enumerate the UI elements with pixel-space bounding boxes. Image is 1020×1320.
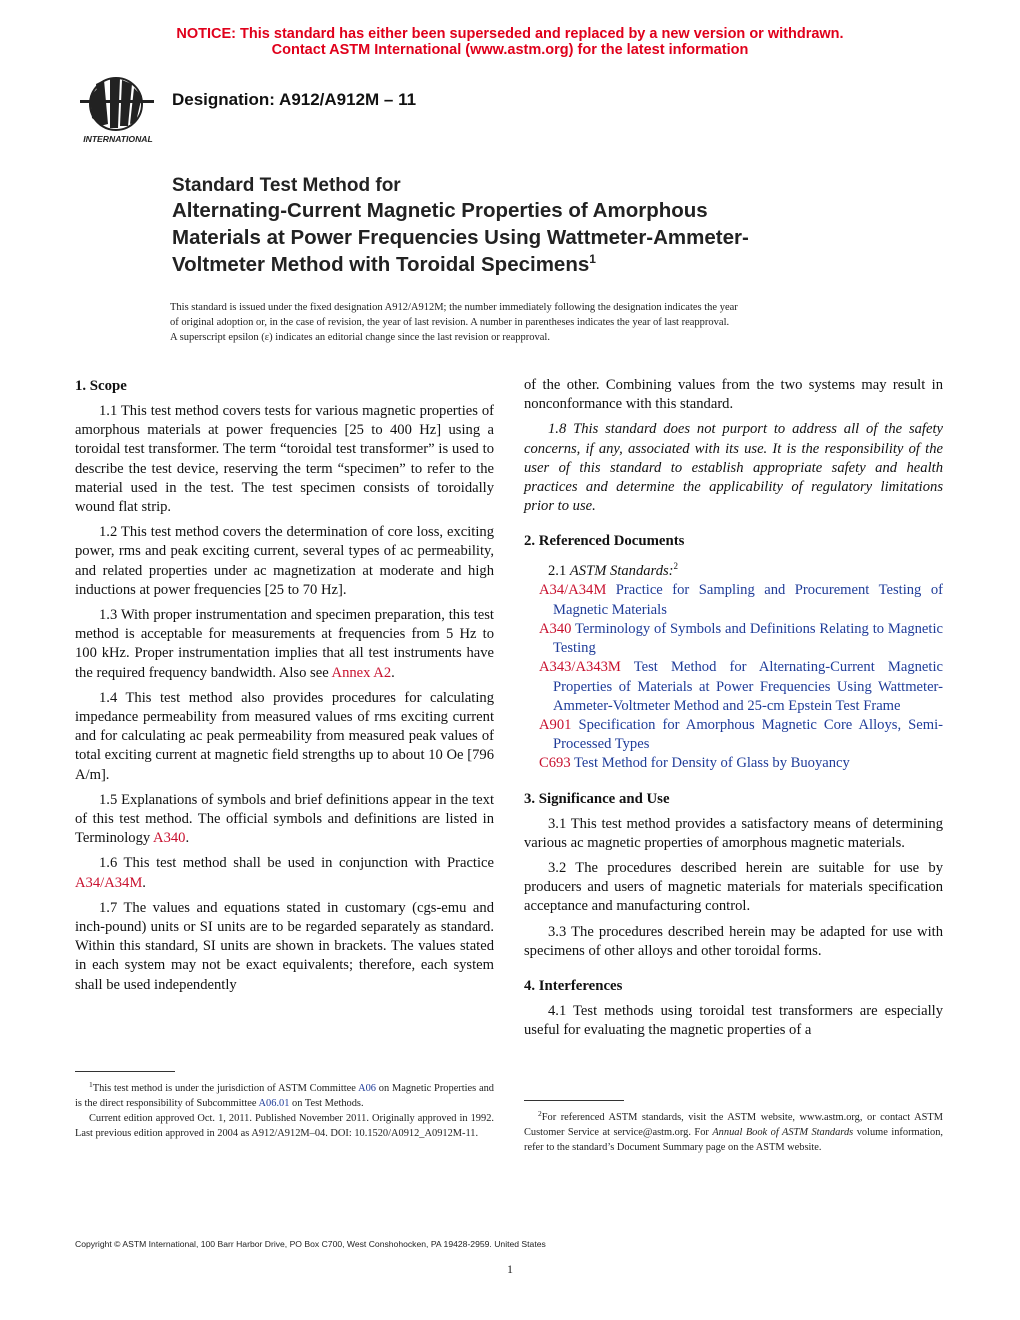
a340-link[interactable]: A340 [153, 830, 186, 847]
reference-code[interactable]: A901 [539, 716, 572, 733]
title-line-1: Alternating-Current Magnetic Properties of Amorphous [172, 199, 708, 222]
reference-item[interactable] [539, 620, 943, 658]
a34-link[interactable]: A34/A34M [75, 874, 143, 891]
paragraph-1-2: 1.2 This test method covers the determination of core loss, exciting power, rms and peak exciting current, several types of ac permeability, and related properties under ac magnetization at moderate and high inductions at power frequencies [25 to 70 Hz]. [75, 524, 494, 598]
paragraph-1-5-end: . [185, 830, 190, 847]
footnote-1 [75, 1081, 494, 1141]
reference-title[interactable]: Test Method for Density of Glass by Buoyancy [570, 755, 850, 772]
reference-code[interactable]: A343/A343M [539, 659, 621, 676]
safety-statement: 1.8 This standard does not purport to address all of the safety concerns, if any, associated with its use. It is the responsibility of the user of this standard to establish appropriate safety and health practices and determine the applicability of regulatory limitations prior to use. [524, 421, 943, 515]
footnote-1-part-a: This test method is under the jurisdiction of ASTM Committee [92, 1083, 359, 1094]
paragraph-1-8 [524, 420, 943, 516]
notice-line-1: NOTICE: This standard has either been superseded and replaced by a new version or withdrawn. [176, 26, 844, 42]
footnote-rule-right [524, 1100, 624, 1101]
paragraph-2-1-number: 2.1 [548, 563, 570, 580]
subcommittee-a0601-link[interactable]: A06.01 [258, 1098, 290, 1109]
footnote-1-mark: 1 [89, 1080, 93, 1089]
right-column [524, 376, 943, 1046]
section-heading-significance: 3. Significance and Use [524, 790, 670, 807]
issuance-line-1: This standard is issued under the fixed designation A912/A912M; the number immediately following the designation indicates the year [170, 302, 738, 313]
paragraph-2-1 [524, 557, 943, 581]
title-prefix: Standard Test Method for [172, 175, 401, 196]
paragraph-1-6-text: 1.6 This test method shall be used in conjunction with Practice [99, 855, 494, 872]
issuance-line-3: A superscript epsilon (ε) indicates an editorial change since the last revision or reapproval. [170, 332, 550, 343]
reference-item[interactable] [539, 581, 943, 619]
issuance-line-2: of original adoption or, in the case of revision, the year of last revision. A number in parentheses indicates the year of last reapproval. [170, 317, 730, 328]
footnote-2-part-a: For referenced ASTM standards, visit the ASTM website, www.astm.org, or contact ASTM Customer Service at service@astm.org. For [524, 1112, 943, 1138]
paragraph-1-5 [75, 791, 494, 849]
designation: Designation: A912/A912M – 11 [172, 90, 417, 109]
paragraph-1-6 [75, 854, 494, 892]
footnote-2-book-title: Annual Book of ASTM Standards [712, 1127, 854, 1138]
notice-line-2: Contact ASTM International (www.astm.org) for the latest information [271, 42, 749, 58]
left-column [75, 376, 494, 1001]
footnote-2-mark: 2 [673, 561, 679, 572]
paragraph-4-1: 4.1 Test methods using toroidal test transformers are especially useful for evaluating the magnetic properties of a [524, 1002, 943, 1039]
footnote-1-part-c: on Test Methods. [289, 1098, 364, 1109]
reference-item[interactable] [539, 754, 943, 773]
reference-item[interactable] [539, 716, 943, 754]
footnote-2-number: 2 [538, 1109, 542, 1118]
committee-a06-link[interactable]: A06 [358, 1083, 376, 1094]
paragraph-1-1: 1.1 This test method covers tests for various magnetic properties of amorphous materials at power frequencies [25 to 400 Hz] using a toroidal test transformer. The term “toroidal test transformer” is used to describe the test device, reserving the term “specimen” to refer to the material used in the test. The test specimen consists of toroidally wound flat strip. [75, 403, 494, 516]
title-line-3 [172, 251, 872, 278]
section-heading-scope: 1. Scope [75, 378, 127, 394]
reference-code[interactable]: A340 [539, 620, 572, 637]
reference-code[interactable]: C693 [539, 755, 571, 772]
section-heading-interferences: 4. Interferences [524, 977, 623, 994]
reference-title[interactable]: Terminology of Symbols and Definitions Relating to Magnetic Testing [553, 620, 943, 657]
section-heading-referenced-documents: 2. Referenced Documents [524, 533, 685, 550]
reference-code[interactable]: A34/A34M [539, 582, 607, 599]
copyright-line: Copyright © ASTM International, 100 Barr Harbor Drive, PO Box C700, West Conshohocken, PA 19428-2959. United States [75, 1239, 546, 1249]
astm-standards-label: ASTM Standards: [569, 563, 674, 580]
paragraph-1-5-text: 1.5 Explanations of symbols and brief definitions appear in the text of this test method. The official symbols and definitions are listed in Terminology [75, 791, 494, 847]
footnote-1-part-b: on Magnetic Properties and is the direct responsibility of Subcommittee [75, 1083, 495, 1109]
footnote-rule-left [75, 1071, 175, 1072]
title-footnote-mark: 1 [589, 252, 596, 266]
paragraph-1-3 [75, 606, 494, 683]
footnote-2 [524, 1110, 943, 1155]
logo-text: INTERNATIONAL [83, 134, 153, 144]
paragraph-3-2: 3.2 The procedures described herein are suitable for use by producers and users of magnetic materials for materials specification acceptance and manufacturing control. [524, 859, 943, 915]
annex-a2-link[interactable]: Annex A2 [331, 664, 392, 681]
footnote-2-text [524, 1110, 943, 1155]
reference-title[interactable]: Test Method for Alternating-Current Magnetic Properties of Materials at Power Frequencies Using Wattmeter-Ammeter-Voltmeter Method and 25-cm Epstein Test Frame [553, 659, 943, 714]
paragraph-1-6-end: . [142, 874, 146, 891]
page-number: 1 [507, 1262, 513, 1276]
paragraph-1-4: 1.4 This test method also provides procedures for calculating impedance permeability from measured values of rms exciting current and for calculating ac peak permeability from measured peak values of total exciting current at magnetic field strengths up to about 10 Oe [796 A/m]. [75, 689, 494, 783]
footnote-1-text [75, 1081, 494, 1111]
paragraph-1-3-end: . [391, 664, 395, 681]
document-title [172, 174, 872, 278]
astm-logo [74, 74, 162, 146]
title-line-2: Materials at Power Frequencies Using Wattmeter-Ammeter- [172, 226, 749, 249]
paragraph-1-3-text: 1.3 With proper instrumentation and specimen preparation, this test method is acceptable for measurements at frequencies from 5 Hz to 100 kHz. Proper instrumentation implies that all test instruments have the required frequency bandwidth. Also see [75, 607, 494, 681]
reference-title[interactable]: Practice for Sampling and Procurement Testing of Magnetic Materials [553, 582, 943, 618]
footnote-1-edition: Current edition approved Oct. 1, 2011. Published November 2011. Originally approved in 1992. Last previous edition approved in 2004 as A912/A912M–04. DOI: 10.1520/A0912_A0912M-11. [75, 1113, 494, 1139]
reference-item[interactable] [539, 658, 943, 716]
footnote-2-part-b: volume information, refer to the standard’s Document Summary page on the ASTM website. [524, 1127, 943, 1153]
supersession-notice [0, 26, 1020, 58]
title-line-3-text: Voltmeter Method with Toroidal Specimens [172, 253, 590, 276]
paragraph-1-7: 1.7 The values and equations stated in customary (cgs-emu and inch-pound) units or SI units are to be regarded separately as standard. Within this standard, SI units are shown in brackets. The values stated in each system may not be exact equivalents; therefore, each system shall be used independently [75, 899, 494, 993]
reference-title[interactable]: Specification for Amorphous Magnetic Core Alloys, Semi-Processed Types [553, 716, 943, 753]
paragraph-3-3: 3.3 The procedures described herein may be adapted for use with specimens of other alloys and other toroidal forms. [524, 923, 943, 959]
issuance-statement [170, 300, 856, 345]
paragraph-1-7-continued: of the other. Combining values from the two systems may result in nonconformance with this standard. [524, 377, 943, 413]
paragraph-3-1: 3.1 This test method provides a satisfactory means of determining various ac magnetic properties of amorphous magnetic materials. [524, 815, 943, 851]
